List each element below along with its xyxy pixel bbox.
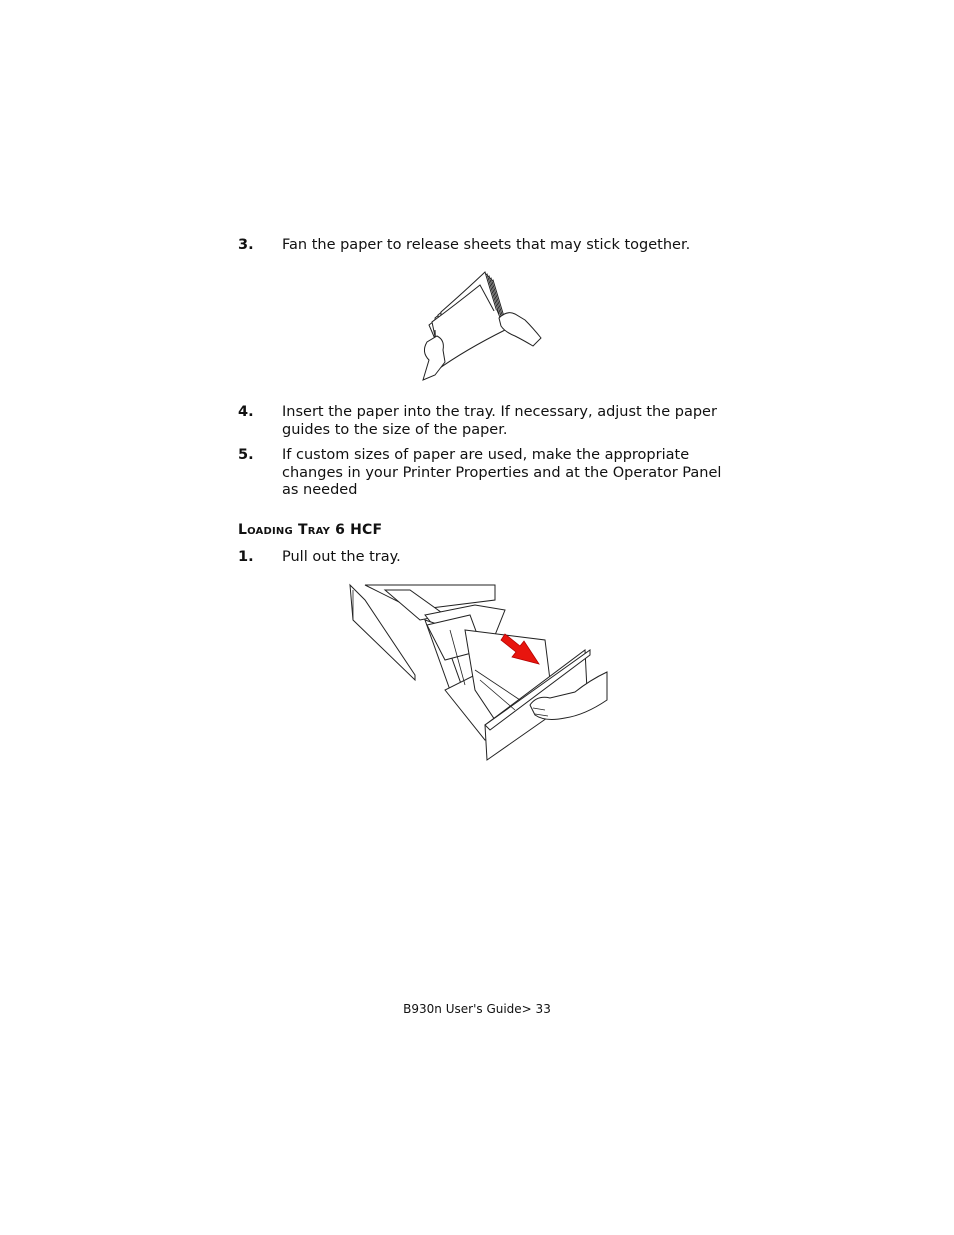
step-text: If custom sizes of paper are used, make the appropriate changes in your Printer Properties and at the Operator Panel as needed (282, 447, 722, 498)
step-number: 4. (238, 404, 254, 420)
step-text: Fan the paper to release sheets that may stick together. (282, 237, 691, 253)
step-number: 1. (238, 549, 254, 565)
pull-out-tray-illustration (345, 580, 610, 765)
step-text: Pull out the tray. (282, 549, 401, 565)
step-number: 5. (238, 447, 254, 463)
fanning-paper-illustration (415, 270, 545, 382)
step-number: 3. (238, 237, 254, 253)
page-footer: B930n User's Guide> 33 (403, 1002, 551, 1016)
section-heading: Loading Tray 6 HCF (238, 522, 383, 538)
step-text: Insert the paper into the tray. If necessary, adjust the paper guides to the size of the paper. (282, 404, 717, 438)
